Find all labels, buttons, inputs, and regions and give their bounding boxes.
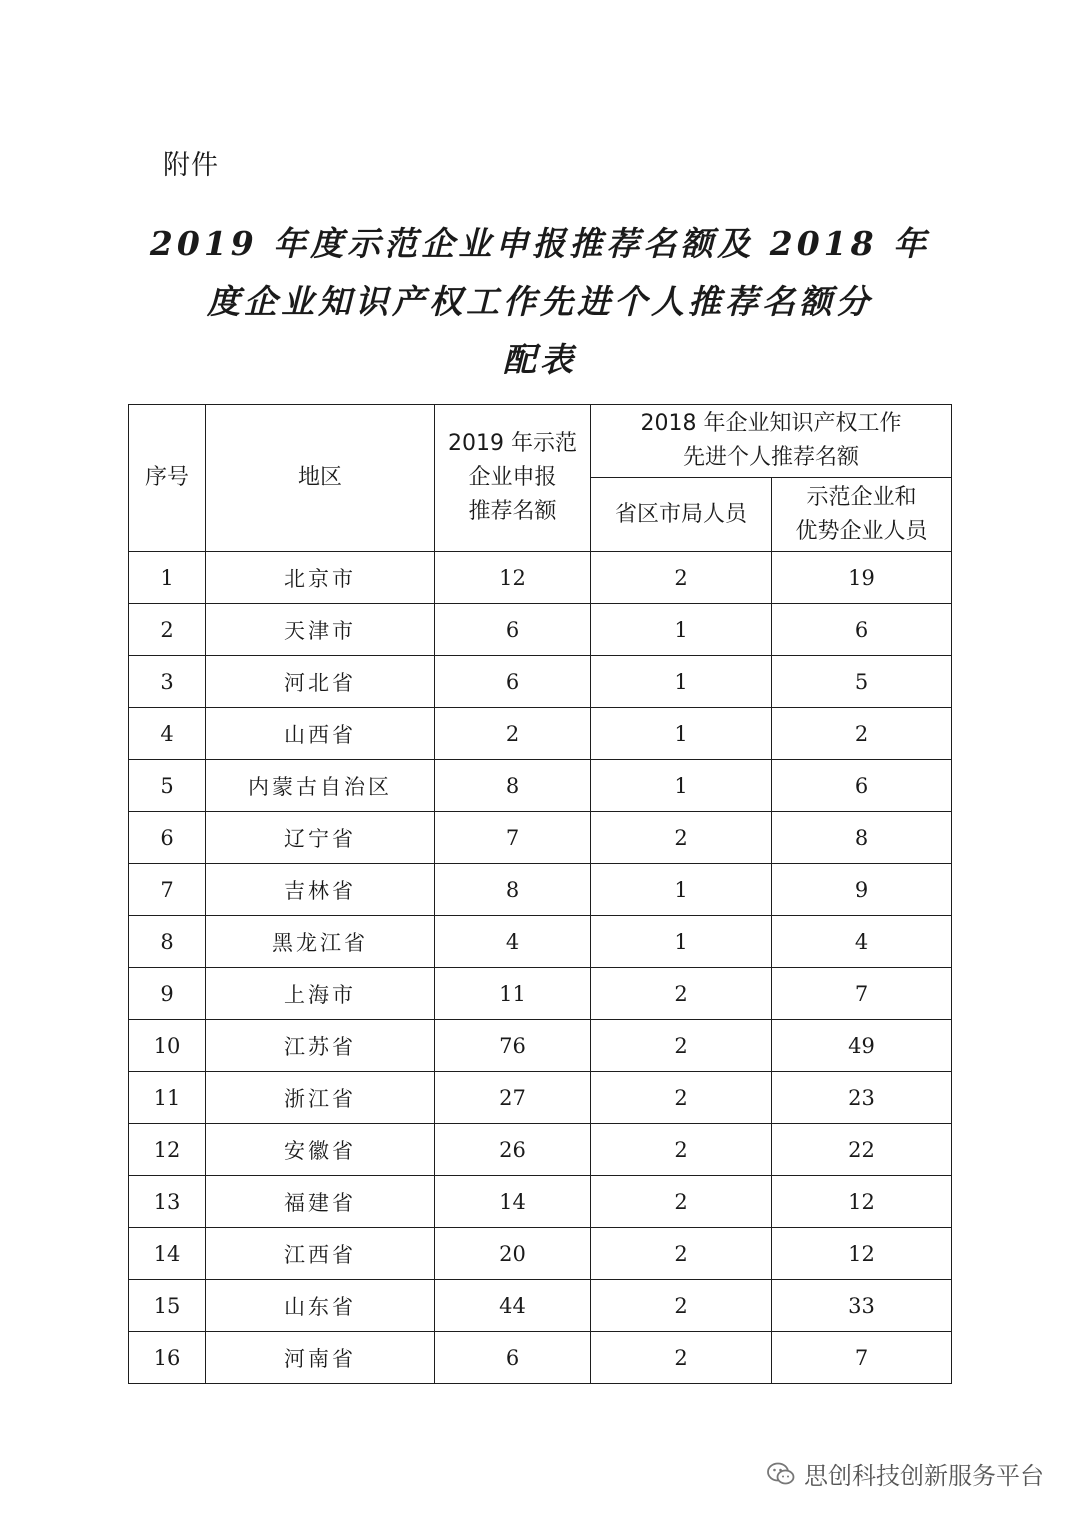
- cell-enterprise: 12: [772, 1176, 952, 1228]
- cell-quota: 6: [435, 1332, 591, 1384]
- cell-bureau: 2: [591, 1176, 772, 1228]
- cell-seq: 4: [129, 708, 206, 760]
- cell-quota: 27: [435, 1072, 591, 1124]
- cell-seq: 13: [129, 1176, 206, 1228]
- cell-quota: 7: [435, 812, 591, 864]
- header-group-2018-line: 2018 年企业知识产权工作: [640, 411, 902, 436]
- table-row: [129, 708, 952, 760]
- cell-seq: 14: [129, 1228, 206, 1280]
- header-seq: 序号: [129, 405, 206, 552]
- cell-quota: 12: [435, 552, 591, 604]
- cell-seq: 7: [129, 864, 206, 916]
- cell-region: 福建省: [206, 1176, 435, 1228]
- cell-seq: 10: [129, 1020, 206, 1072]
- cell-region: 江苏省: [206, 1020, 435, 1072]
- cell-bureau: 1: [591, 708, 772, 760]
- cell-region: 山东省: [206, 1280, 435, 1332]
- cell-enterprise: 9: [772, 864, 952, 916]
- cell-quota: 20: [435, 1228, 591, 1280]
- table-row: [129, 812, 952, 864]
- quota-table: [128, 404, 952, 1384]
- table-body: [129, 552, 952, 1384]
- table-row: [129, 552, 952, 604]
- cell-region: 内蒙古自治区: [206, 760, 435, 812]
- cell-seq: 9: [129, 968, 206, 1020]
- cell-quota: 2: [435, 708, 591, 760]
- table-row: [129, 1176, 952, 1228]
- cell-bureau: 2: [591, 812, 772, 864]
- cell-quota: 6: [435, 656, 591, 708]
- cell-seq: 1: [129, 552, 206, 604]
- cell-bureau: 2: [591, 1124, 772, 1176]
- table-row: [129, 968, 952, 1020]
- cell-enterprise: 4: [772, 916, 952, 968]
- cell-seq: 15: [129, 1280, 206, 1332]
- document-title: [140, 215, 940, 389]
- cell-enterprise: 5: [772, 656, 952, 708]
- cell-enterprise: 7: [772, 1332, 952, 1384]
- cell-quota: 8: [435, 760, 591, 812]
- cell-bureau: 2: [591, 968, 772, 1020]
- cell-region: 黑龙江省: [206, 916, 435, 968]
- cell-bureau: 2: [591, 1332, 772, 1384]
- cell-seq: 16: [129, 1332, 206, 1384]
- header-quota-2019-line: 2019 年示范: [448, 431, 577, 456]
- cell-seq: 6: [129, 812, 206, 864]
- cell-bureau: 1: [591, 864, 772, 916]
- header-group-2018: [591, 405, 952, 478]
- cell-quota: 11: [435, 968, 591, 1020]
- cell-seq: 11: [129, 1072, 206, 1124]
- cell-region: 浙江省: [206, 1072, 435, 1124]
- cell-quota: 8: [435, 864, 591, 916]
- cell-enterprise: 19: [772, 552, 952, 604]
- cell-enterprise: 12: [772, 1228, 952, 1280]
- table-row: [129, 1332, 952, 1384]
- cell-quota: 26: [435, 1124, 591, 1176]
- attachment-label: 附件: [163, 150, 219, 181]
- table-row: [129, 1020, 952, 1072]
- cell-enterprise: 49: [772, 1020, 952, 1072]
- header-region: 地区: [206, 405, 435, 552]
- cell-quota: 76: [435, 1020, 591, 1072]
- cell-seq: 3: [129, 656, 206, 708]
- title-line-3: 配表: [503, 340, 577, 379]
- cell-region: 安徽省: [206, 1124, 435, 1176]
- cell-bureau: 2: [591, 552, 772, 604]
- cell-bureau: 2: [591, 1072, 772, 1124]
- cell-enterprise: 2: [772, 708, 952, 760]
- watermark-text: 思创科技创新服务平台: [804, 1462, 1044, 1490]
- watermark: [766, 1456, 1044, 1491]
- cell-quota: 44: [435, 1280, 591, 1332]
- cell-region: 上海市: [206, 968, 435, 1020]
- header-quota-2019-line: 推荐名额: [468, 499, 557, 524]
- cell-bureau: 1: [591, 760, 772, 812]
- cell-enterprise: 6: [772, 760, 952, 812]
- cell-region: 河北省: [206, 656, 435, 708]
- header-bureau: 省区市局人员: [591, 478, 772, 552]
- cell-bureau: 2: [591, 1020, 772, 1072]
- cell-bureau: 1: [591, 916, 772, 968]
- wechat-icon: [766, 1461, 796, 1487]
- cell-bureau: 2: [591, 1228, 772, 1280]
- cell-region: 吉林省: [206, 864, 435, 916]
- table-row: [129, 864, 952, 916]
- header-enterprise-line: 优势企业人员: [795, 518, 928, 544]
- cell-region: 山西省: [206, 708, 435, 760]
- table-row: [129, 656, 952, 708]
- cell-bureau: 1: [591, 604, 772, 656]
- table-row: [129, 1072, 952, 1124]
- cell-quota: 6: [435, 604, 591, 656]
- header-enterprise-line: 示范企业和: [806, 484, 917, 510]
- cell-bureau: 1: [591, 656, 772, 708]
- title-line-2: 度企业知识产权工作先进个人推荐名额分: [207, 282, 873, 321]
- cell-enterprise: 33: [772, 1280, 952, 1332]
- table-row: [129, 1228, 952, 1280]
- cell-region: 辽宁省: [206, 812, 435, 864]
- table-row: [129, 604, 952, 656]
- cell-seq: 2: [129, 604, 206, 656]
- cell-region: 天津市: [206, 604, 435, 656]
- table-row: [129, 916, 952, 968]
- cell-seq: 5: [129, 760, 206, 812]
- cell-enterprise: 23: [772, 1072, 952, 1124]
- cell-enterprise: 6: [772, 604, 952, 656]
- cell-bureau: 2: [591, 1280, 772, 1332]
- cell-seq: 8: [129, 916, 206, 968]
- table-row: [129, 1124, 952, 1176]
- cell-enterprise: 22: [772, 1124, 952, 1176]
- cell-enterprise: 7: [772, 968, 952, 1020]
- cell-enterprise: 8: [772, 812, 952, 864]
- cell-region: 河南省: [206, 1332, 435, 1384]
- title-line-1: 2019 年度示范企业申报推荐名额及 2018 年: [149, 224, 931, 263]
- header-enterprise: [772, 478, 952, 552]
- header-quota-2019-line: 企业申报: [468, 465, 557, 490]
- cell-seq: 12: [129, 1124, 206, 1176]
- table-row: [129, 1280, 952, 1332]
- cell-region: 江西省: [206, 1228, 435, 1280]
- cell-quota: 4: [435, 916, 591, 968]
- header-quota-2019: [435, 405, 591, 552]
- header-group-2018-line: 先进个人推荐名额: [683, 445, 860, 470]
- table-row: [129, 760, 952, 812]
- cell-region: 北京市: [206, 552, 435, 604]
- cell-quota: 14: [435, 1176, 591, 1228]
